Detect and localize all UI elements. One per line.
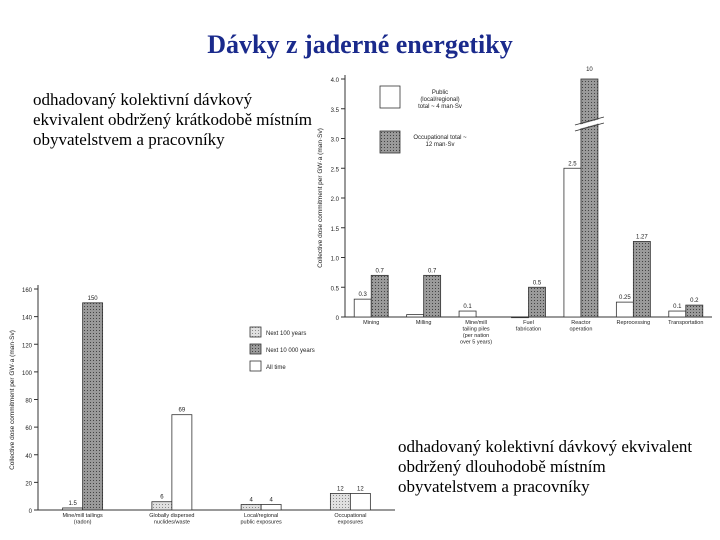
y-tick-label: 1.0 (330, 256, 339, 263)
x-tick-label: Globally dispersed nuclides/waste (149, 513, 195, 526)
y-axis-label: Collective dose commitment per GW·a (man·Sv) (9, 330, 16, 470)
y-tick-label: 0 (28, 509, 32, 515)
bar (512, 317, 529, 318)
y-tick-label: 20 (25, 481, 32, 488)
y-tick-label: 3.0 (330, 137, 339, 144)
bar-value-label: 1.5 (68, 500, 77, 507)
y-axis-label: Collective dose commitment per GW·a (man·Sv) (317, 128, 324, 268)
bar (581, 79, 598, 317)
bar-value-label: 0.1 (673, 304, 682, 311)
y-tick-label: 0 (335, 316, 339, 322)
chart-short-term (317, 67, 712, 346)
bar (354, 299, 371, 317)
bar (172, 415, 192, 510)
y-tick-label: 40 (25, 453, 32, 460)
bar (424, 275, 441, 317)
y-tick-label: 2.0 (330, 197, 339, 203)
x-tick-label: Milling (415, 320, 432, 326)
y-tick-label: 140 (21, 315, 32, 322)
bar (529, 287, 546, 317)
x-tick-label: Mining (363, 320, 380, 326)
bar-value-label: 12 (357, 486, 364, 493)
bar (459, 311, 476, 317)
y-tick-label: 3.5 (330, 107, 339, 114)
y-tick-label: 120 (21, 343, 32, 350)
legend-label: All time (266, 365, 286, 371)
y-tick-label: 1.5 (330, 226, 339, 233)
legend-label: Next 100 years (266, 331, 307, 337)
bar-value-label: 2.5 (568, 161, 577, 168)
bar-value-label: 0.7 (375, 268, 384, 275)
x-tick-label: Mine/mill tailing piles (per nation over 5 years) (460, 320, 493, 346)
legend-label: Public (local/regional) total ~ 4 man·Sv (418, 90, 462, 110)
bar (686, 305, 703, 317)
bar (371, 275, 388, 317)
y-tick-label: 0.5 (330, 286, 339, 293)
legend-swatch (250, 361, 261, 371)
bar-value-label: 0.3 (358, 292, 367, 299)
legend-label: Occupational total ~ 12 man·Sv (413, 135, 467, 148)
legend-label: Next 10 000 years (266, 348, 315, 354)
bar-value-label: 12 (337, 486, 344, 493)
bar (669, 311, 686, 317)
bar-value-label: 69 (178, 407, 186, 414)
x-tick-label: Reactor operation (569, 320, 593, 333)
y-tick-label: 80 (25, 398, 32, 405)
y-tick-label: 60 (25, 426, 32, 433)
y-tick-label: 2.5 (330, 167, 339, 174)
legend-swatch (380, 131, 400, 153)
x-tick-label: Transportation (668, 320, 704, 326)
x-tick-label: Occupational exposures (334, 513, 367, 526)
bar-value-label: 0.7 (427, 268, 437, 275)
slide-title: Dávky z jaderné energetiky (207, 30, 513, 59)
caption-long-term: odhadovaný kolektivní dávkový ekvivalent obdržený dlouhodobě místním obyvatelstvem a pracovníky (398, 437, 693, 496)
bar (616, 302, 633, 317)
bar (261, 504, 281, 510)
bar (241, 504, 261, 510)
bar (633, 241, 650, 317)
bar-value-label: 150 (87, 295, 98, 302)
legend-swatch (250, 344, 261, 354)
x-tick-label: Fuel fabrication (515, 320, 542, 333)
y-tick-label: 100 (21, 370, 32, 377)
x-tick-label: Reprocessing (616, 320, 651, 326)
bar-value-label: 10 (586, 67, 593, 73)
bar-value-label: 0.25 (619, 295, 631, 302)
bar (350, 493, 370, 510)
y-tick-label: 4.0 (330, 78, 339, 84)
caption-short-term: odhadovaný kolektivní dávkový ekvivalent obdržený krátkodobě místním obyvatelstvem a pracovníky (33, 90, 313, 149)
x-tick-label: Local/regional public exposures (240, 513, 282, 526)
bar (152, 502, 172, 510)
legend-swatch (380, 86, 400, 108)
bar-value-label: 0.2 (690, 298, 699, 305)
bar (330, 493, 350, 510)
bar-value-label: 4 (269, 497, 273, 504)
bar-value-label: 4 (249, 497, 253, 504)
bar (407, 315, 424, 317)
x-tick-label: Mine/mill tailings (radon) (62, 513, 103, 526)
bar-value-label: 0.5 (532, 280, 542, 287)
bar-value-label: 0.1 (463, 304, 472, 311)
bar (564, 168, 581, 317)
legend-swatch (250, 327, 261, 337)
bar-value-label: 1.27 (636, 234, 648, 241)
y-tick-label: 160 (21, 288, 32, 294)
bar (83, 303, 103, 510)
bar-value-label: 6 (160, 494, 164, 501)
bar (63, 508, 83, 510)
